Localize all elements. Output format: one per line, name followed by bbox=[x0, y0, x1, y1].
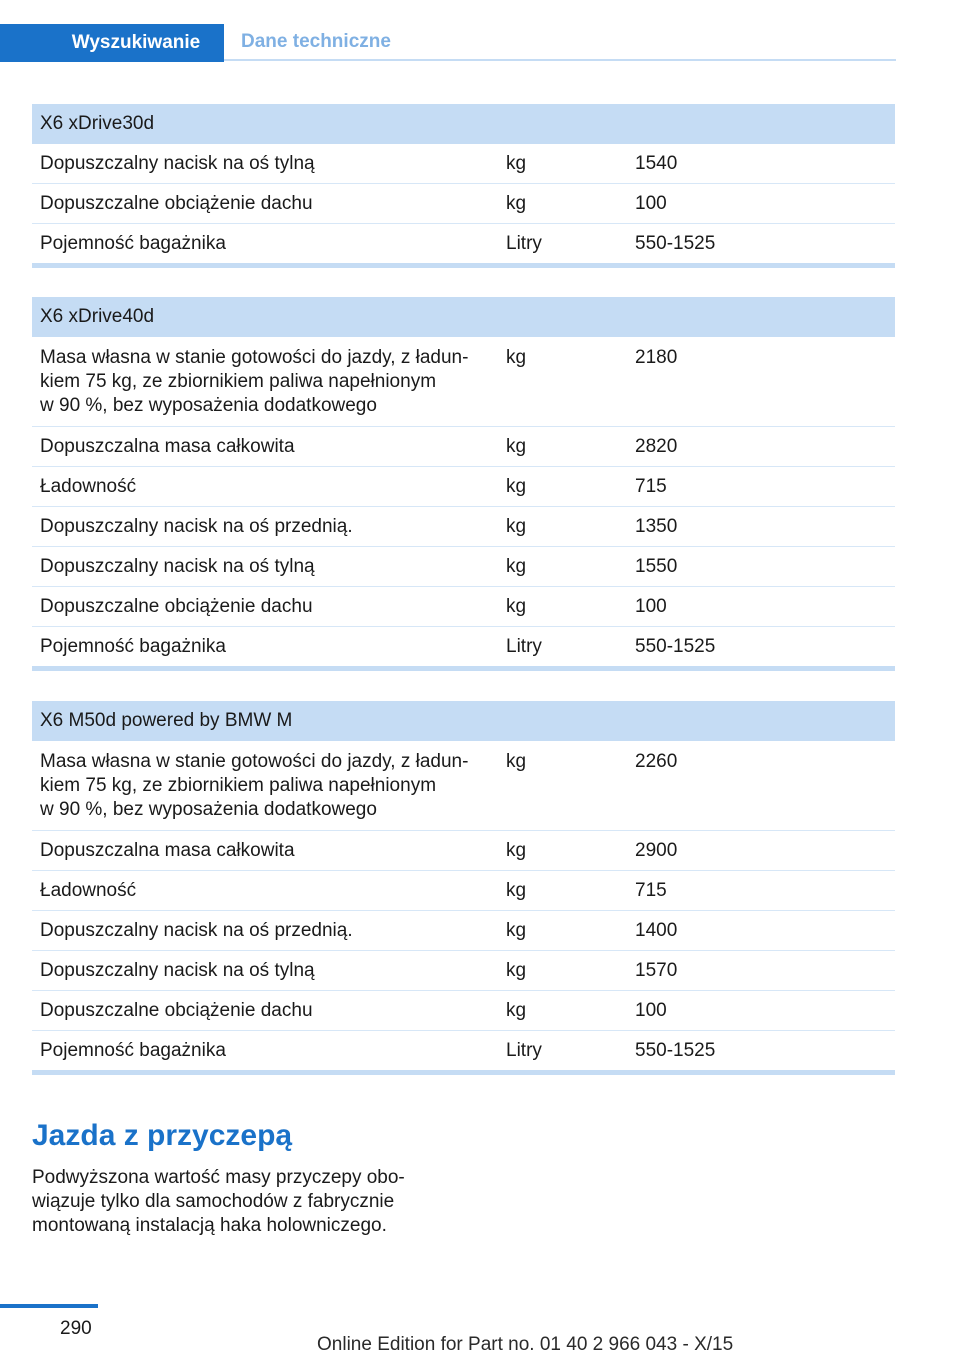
row-value: 2820 bbox=[635, 435, 678, 457]
table-row bbox=[32, 587, 895, 627]
row-value: 2900 bbox=[635, 839, 678, 861]
row-label: Dopuszczalna masa całkowita bbox=[40, 435, 295, 457]
row-unit: kg bbox=[506, 959, 527, 981]
table-title: X6 xDrive30d bbox=[32, 104, 895, 144]
table-row bbox=[32, 627, 895, 667]
row-unit: kg bbox=[506, 435, 527, 457]
row-label: Pojemność bagażnika bbox=[40, 1039, 226, 1061]
row-value: 550-1525 bbox=[635, 232, 716, 254]
row-value: 1350 bbox=[635, 515, 678, 537]
row-unit: kg bbox=[506, 347, 527, 368]
spec-table-m50d bbox=[32, 701, 895, 1075]
table-row bbox=[32, 951, 895, 991]
tab-search[interactable]: Wyszukiwanie bbox=[0, 24, 224, 62]
table-row bbox=[32, 1031, 895, 1071]
table-row bbox=[32, 144, 895, 184]
row-label: Dopuszczalny nacisk na oś przednią. bbox=[40, 515, 353, 537]
row-unit: kg bbox=[506, 919, 527, 941]
row-label: Ładowność bbox=[40, 879, 137, 901]
table-row bbox=[32, 911, 895, 951]
row-label: Dopuszczalne obciążenie dachu bbox=[40, 999, 313, 1021]
row-label: Dopuszczalna masa całkowita bbox=[40, 839, 295, 861]
table-title: X6 M50d powered by BMW M bbox=[32, 701, 895, 741]
row-label: Ładowność bbox=[40, 475, 137, 497]
tab-technical-data[interactable]: Dane techniczne bbox=[224, 24, 896, 61]
row-value: 2180 bbox=[635, 347, 678, 368]
table-row bbox=[32, 871, 895, 911]
row-unit: kg bbox=[506, 879, 527, 901]
row-label: Masa własna w stanie gotowości do jazdy, z ładun- kiem 75 kg, ze zbiornikiem paliwa napełnionym w 90 %, bez wyposażenia dodatkowego bbox=[40, 347, 469, 416]
row-value: 2260 bbox=[635, 751, 678, 772]
row-unit: kg bbox=[506, 515, 527, 537]
row-value: 1400 bbox=[635, 919, 678, 941]
spec-table-xdrive30d bbox=[32, 104, 895, 268]
row-unit: kg bbox=[506, 192, 527, 214]
table-row bbox=[32, 991, 895, 1031]
row-unit: kg bbox=[506, 839, 527, 861]
table-title: X6 xDrive40d bbox=[32, 297, 895, 337]
row-unit: kg bbox=[506, 555, 527, 577]
row-label: Pojemność bagażnika bbox=[40, 232, 226, 254]
table-row bbox=[32, 741, 895, 831]
row-value: 100 bbox=[635, 595, 667, 617]
row-label: Dopuszczalny nacisk na oś tylną bbox=[40, 555, 315, 577]
row-value: 1550 bbox=[635, 555, 678, 577]
row-label: Dopuszczalne obciążenie dachu bbox=[40, 595, 313, 617]
row-unit: kg bbox=[506, 751, 527, 772]
table-row bbox=[32, 547, 895, 587]
table-end-rule bbox=[32, 1070, 895, 1075]
table-row bbox=[32, 224, 895, 264]
row-label: Dopuszczalny nacisk na oś przednią. bbox=[40, 919, 353, 941]
spec-table-xdrive40d bbox=[32, 297, 895, 671]
table-row bbox=[32, 467, 895, 507]
table-row bbox=[32, 427, 895, 467]
header-bar bbox=[0, 0, 960, 62]
table-end-rule bbox=[32, 263, 895, 268]
row-unit: Litry bbox=[506, 1039, 542, 1061]
row-value: 1540 bbox=[635, 152, 678, 174]
page-number-rule bbox=[0, 1304, 98, 1308]
row-unit: kg bbox=[506, 999, 527, 1021]
row-unit: kg bbox=[506, 595, 527, 617]
row-value: 100 bbox=[635, 999, 667, 1021]
row-label: Pojemność bagażnika bbox=[40, 635, 226, 657]
page-number: 290 bbox=[60, 1318, 92, 1339]
footer-edition: Online Edition for Part no. 01 40 2 966 043 - X/15 bbox=[317, 1334, 734, 1355]
section-body: Podwyższona wartość masy przyczepy obo- wiązuje tylko dla samochodów z fabrycznie montowaną instalacją haka holowniczego. bbox=[32, 1167, 405, 1236]
table-row bbox=[32, 507, 895, 547]
row-value: 550-1525 bbox=[635, 635, 716, 657]
row-unit: kg bbox=[506, 475, 527, 497]
table-row bbox=[32, 831, 895, 871]
row-value: 550-1525 bbox=[635, 1039, 716, 1061]
row-value: 715 bbox=[635, 475, 667, 497]
row-value: 715 bbox=[635, 879, 667, 901]
table-row bbox=[32, 184, 895, 224]
row-unit: kg bbox=[506, 152, 527, 174]
row-unit: Litry bbox=[506, 232, 542, 254]
row-value: 1570 bbox=[635, 959, 678, 981]
section-title: Jazda z przyczepą bbox=[32, 1119, 293, 1152]
row-value: 100 bbox=[635, 192, 667, 214]
row-label: Dopuszczalny nacisk na oś tylną bbox=[40, 152, 315, 174]
table-end-rule bbox=[32, 666, 895, 671]
row-unit: Litry bbox=[506, 635, 542, 657]
row-label: Masa własna w stanie gotowości do jazdy, z ładun- kiem 75 kg, ze zbiornikiem paliwa napełnionym w 90 %, bez wyposażenia dodatkowego bbox=[40, 751, 469, 820]
table-row bbox=[32, 337, 895, 427]
row-label: Dopuszczalny nacisk na oś tylną bbox=[40, 959, 315, 981]
row-label: Dopuszczalne obciążenie dachu bbox=[40, 192, 313, 214]
